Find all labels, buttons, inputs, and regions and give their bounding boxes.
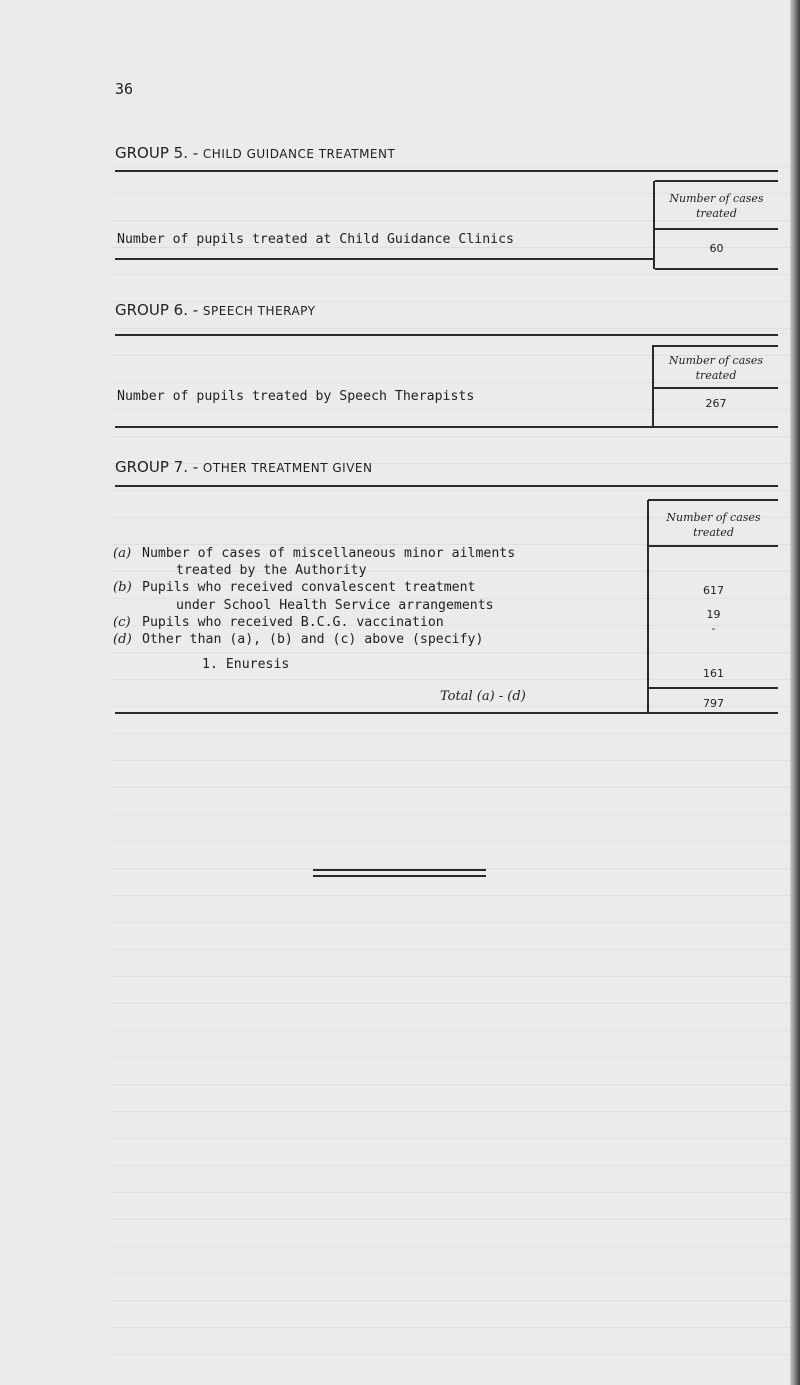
bleed-through-texture bbox=[110, 140, 790, 1360]
group7-total-rule bbox=[649, 687, 778, 689]
group6-header-rule bbox=[654, 387, 778, 389]
group5-title: CHILD GUIDANCE TREATMENT bbox=[202, 147, 396, 161]
page-number: 36 bbox=[115, 80, 134, 98]
group6-bottom-rule bbox=[115, 426, 778, 428]
group5-row-rule bbox=[115, 258, 653, 260]
group5-value: 60 bbox=[709, 242, 724, 255]
page-edge-shadow bbox=[790, 0, 800, 1385]
group7-row-c-line1: Pupils who received B.C.G. vaccination bbox=[142, 615, 444, 630]
group7-row-c-value: - bbox=[711, 622, 716, 635]
group6-top-rule bbox=[115, 334, 778, 336]
group6-col-top-rule bbox=[653, 345, 778, 347]
group7-row-a-marker: (a) bbox=[113, 546, 132, 561]
group7-row-enuresis-value: 161 bbox=[703, 667, 724, 680]
end-double-rule-bottom bbox=[313, 875, 486, 877]
group7-bottom-rule bbox=[115, 712, 778, 714]
group7-col-top-rule bbox=[648, 499, 778, 501]
group7-row-b-value: 19 bbox=[706, 608, 721, 621]
group5-top-rule bbox=[115, 170, 778, 172]
group6-value: 267 bbox=[705, 397, 727, 410]
group7-total-value: 797 bbox=[703, 697, 724, 710]
group7-column-header: Number of cases treated bbox=[666, 511, 761, 539]
group7-row-a-line1: Number of cases of miscellaneous minor ailments bbox=[142, 546, 516, 561]
group5-bottom-rule bbox=[655, 268, 778, 270]
group5-label: GROUP 5. - bbox=[115, 144, 199, 162]
group5-heading bbox=[115, 144, 395, 162]
group7-row-d-marker: (d) bbox=[113, 632, 132, 647]
group6-row-label: Number of pupils treated by Speech Therapists bbox=[117, 389, 475, 404]
group5-col-top-rule bbox=[655, 180, 778, 182]
group7-row-b-marker: (b) bbox=[113, 580, 132, 595]
group5-column-header: Number of cases treated bbox=[669, 192, 764, 220]
group7-heading bbox=[115, 458, 372, 476]
group7-top-rule bbox=[115, 485, 778, 487]
group7-row-a-value: 617 bbox=[703, 584, 724, 597]
group6-heading bbox=[115, 301, 315, 319]
group6-title: SPEECH THERAPY bbox=[202, 304, 316, 318]
group7-header-rule bbox=[649, 545, 778, 547]
group7-title: OTHER TREATMENT GIVEN bbox=[202, 461, 373, 475]
end-double-rule-top bbox=[313, 869, 486, 871]
group7-row-b-line1: Pupils who received convalescent treatment bbox=[142, 580, 476, 595]
group7-row-d-line1: Other than (a), (b) and (c) above (specify) bbox=[142, 632, 484, 647]
group6-label: GROUP 6. - bbox=[115, 301, 199, 319]
group6-column-header: Number of cases treated bbox=[668, 354, 764, 382]
group7-row-c-marker: (c) bbox=[113, 615, 131, 630]
group7-row-a-line2: treated by the Authority bbox=[176, 563, 367, 578]
group7-label: GROUP 7. - bbox=[115, 458, 199, 476]
group7-total-label: Total (a) - (d) bbox=[440, 689, 526, 704]
group5-header-rule bbox=[655, 228, 778, 230]
group5-row-label: Number of pupils treated at Child Guidance Clinics bbox=[117, 232, 514, 247]
group7-row-b-line2: under School Health Service arrangements bbox=[176, 598, 494, 613]
group7-row-enuresis-label: 1. Enuresis bbox=[202, 657, 290, 672]
